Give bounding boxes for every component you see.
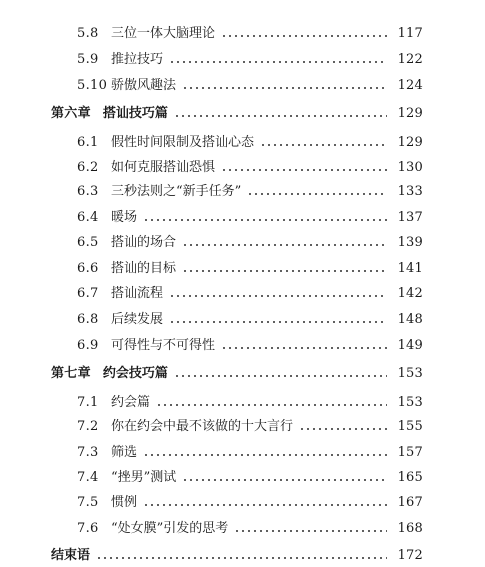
section-title: 可得性与不可得性 (111, 338, 216, 353)
toc-entry-7-2[interactable] (0, 416, 485, 438)
page-number: 165 (397, 470, 423, 485)
section-number: 6.5 (77, 235, 99, 250)
page-number: 142 (397, 286, 423, 301)
section-number: 5.9 (77, 52, 99, 67)
section-title: 约会篇 (111, 395, 151, 410)
section-number: 6.1 (77, 135, 99, 150)
page-number: 167 (397, 495, 423, 510)
page-number: 117 (397, 26, 423, 41)
page-number: 168 (397, 521, 423, 536)
page-number: 157 (397, 445, 423, 460)
dot-leader (169, 61, 387, 63)
section-title: 骄傲风趣法 (111, 78, 177, 93)
section-number: 5.10 (77, 78, 108, 93)
page-number: 122 (397, 52, 423, 67)
section-number: 6.9 (77, 338, 99, 353)
section-title: 推拉技巧 (111, 52, 164, 67)
page-number: 153 (397, 395, 423, 410)
section-title: 三位一体大脑理论 (111, 26, 216, 41)
dot-leader (182, 244, 387, 246)
toc-entry-7-3[interactable] (0, 442, 485, 464)
section-number: 6.2 (77, 160, 99, 175)
section-title: 搭讪的目标 (111, 261, 177, 276)
chapter-title: 搭讪技巧篇 (102, 106, 168, 121)
dot-leader (260, 144, 387, 146)
chapter-title: 约会技巧篇 (102, 366, 168, 381)
page-number: 129 (397, 135, 423, 150)
dot-leader (156, 404, 387, 406)
section-title: 三秒法则之“新手任务” (111, 184, 242, 199)
page-number: 141 (397, 261, 423, 276)
page-number: 148 (397, 312, 423, 327)
section-title: 筛选 (111, 445, 138, 460)
toc-entry-6-2[interactable] (0, 157, 485, 179)
toc-entry-7-1[interactable] (0, 392, 485, 414)
section-number: 7.6 (77, 521, 99, 536)
dot-leader (247, 193, 387, 195)
dot-leader (96, 557, 387, 559)
dot-leader (221, 169, 387, 171)
toc-entry-6-8[interactable] (0, 309, 485, 331)
page-number: 129 (397, 106, 423, 121)
section-title: 如何克服搭讪恐惧 (111, 160, 216, 175)
toc-entry-5-10[interactable] (0, 75, 485, 97)
page-number: 149 (397, 338, 423, 353)
dot-leader (182, 87, 387, 89)
section-number: 6.4 (77, 210, 99, 225)
dot-leader (143, 219, 387, 221)
dot-leader (221, 35, 387, 37)
page-number: 130 (397, 160, 423, 175)
page-number: 124 (397, 78, 423, 93)
page-number: 155 (397, 419, 423, 434)
dot-leader (221, 347, 387, 349)
dot-leader (174, 375, 387, 377)
section-title: 后续发展 (111, 312, 164, 327)
section-title: 假性时间限制及搭讪心态 (111, 135, 255, 150)
toc-entry-6-6[interactable] (0, 258, 485, 280)
toc-entry-5-9[interactable] (0, 49, 485, 71)
toc-entry-6-3[interactable] (0, 181, 485, 203)
dot-leader (143, 454, 387, 456)
toc-entry-5-8[interactable] (0, 23, 485, 45)
section-number: 6.7 (77, 286, 99, 301)
section-number: 7.3 (77, 445, 99, 460)
page-number: 139 (397, 235, 423, 250)
toc-entry-6-9[interactable] (0, 335, 485, 357)
dot-leader (174, 115, 387, 117)
section-title: “挫男”测试 (111, 470, 177, 485)
toc-entry-6-1[interactable] (0, 132, 485, 154)
section-title: 搭讪的场合 (111, 235, 177, 250)
section-number: 7.1 (77, 395, 99, 410)
chapter-number: 第六章 (51, 106, 91, 121)
section-number: 6.6 (77, 261, 99, 276)
page-number: 137 (397, 210, 423, 225)
dot-leader (182, 270, 387, 272)
section-title: 惯例 (111, 495, 138, 510)
dot-leader (182, 479, 387, 481)
section-title: 暖场 (111, 210, 138, 225)
section-number: 5.8 (77, 26, 99, 41)
section-number: 7.2 (77, 419, 99, 434)
dot-leader (169, 295, 387, 297)
section-number: 7.4 (77, 470, 99, 485)
toc-chapter-6[interactable] (0, 103, 485, 125)
section-title: 搭讪流程 (111, 286, 164, 301)
section-number: 6.8 (77, 312, 99, 327)
page-number: 172 (397, 548, 423, 563)
page-number: 133 (397, 184, 423, 199)
dot-leader (299, 428, 387, 430)
dot-leader (143, 504, 387, 506)
dot-leader (234, 530, 387, 532)
toc-entry-6-5[interactable] (0, 232, 485, 254)
section-number: 7.5 (77, 495, 99, 510)
toc-entry-6-4[interactable] (0, 207, 485, 229)
toc-entry-7-5[interactable] (0, 492, 485, 514)
section-title: 你在约会中最不该做的十大言行 (111, 419, 294, 434)
page-number: 153 (397, 366, 423, 381)
epilogue-title: 结束语 (51, 548, 91, 563)
dot-leader (169, 321, 387, 323)
section-number: 6.3 (77, 184, 99, 199)
toc-chapter-7[interactable] (0, 363, 485, 385)
toc-entry-7-6[interactable] (0, 518, 485, 540)
toc-entry-6-7[interactable] (0, 283, 485, 305)
toc-entry-7-4[interactable] (0, 467, 485, 489)
section-title: “处女膜”引发的思考 (111, 521, 229, 536)
chapter-number: 第七章 (51, 366, 91, 381)
